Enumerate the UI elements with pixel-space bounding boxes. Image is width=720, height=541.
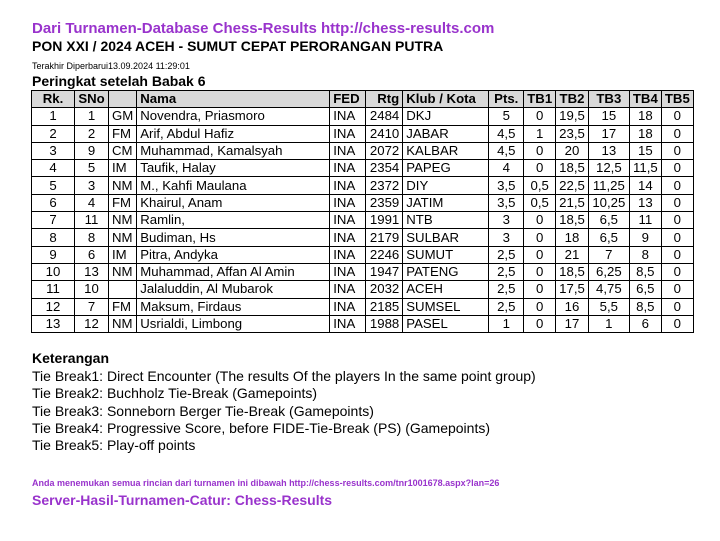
- tiebreak-note: Tie Break4: Progressive Score, before FIDE-Tie-Break (PS) (Gamepoints): [32, 419, 491, 436]
- cell-sno: 6: [75, 246, 109, 263]
- cell-points: 2,5: [489, 246, 524, 263]
- cell-title: NM: [109, 212, 137, 229]
- server-link[interactable]: Server-Hasil-Turnamen-Catur: Chess-Results: [32, 492, 333, 508]
- cell-name[interactable]: Pitra, Andyka: [137, 246, 330, 263]
- cell-tb3: 6,25: [588, 263, 629, 280]
- cell-fed: INA: [330, 263, 366, 280]
- cell-tb4: 8,5: [629, 263, 661, 280]
- tiebreak-note: Tie Break5: Play-off points: [32, 437, 196, 454]
- cell-club: JATIM: [403, 194, 489, 211]
- tournament-title: PON XXI / 2024 ACEH - SUMUT CEPAT PERORANGAN PUTRA: [32, 38, 444, 54]
- cell-tb1: 0,5: [524, 177, 556, 194]
- table-row: [32, 125, 694, 142]
- cell-rank: 3: [32, 142, 75, 159]
- cell-club: PASEL: [403, 315, 489, 332]
- cell-tb5: 0: [661, 212, 693, 229]
- table-row: [32, 229, 694, 246]
- cell-tb4: 6: [629, 315, 661, 332]
- col-club: Klub / Kota: [403, 91, 489, 108]
- cell-title: FM: [109, 298, 137, 315]
- cell-points: 3,5: [489, 194, 524, 211]
- cell-rating: 2359: [366, 194, 403, 211]
- cell-tb2: 21: [556, 246, 589, 263]
- cell-rating: 2372: [366, 177, 403, 194]
- cell-tb1: 0: [524, 142, 556, 159]
- cell-name[interactable]: Muhammad, Affan Al Amin: [137, 263, 330, 280]
- cell-rank: 9: [32, 246, 75, 263]
- cell-rating: 2072: [366, 142, 403, 159]
- cell-club: PAPEG: [403, 160, 489, 177]
- cell-tb5: 0: [661, 194, 693, 211]
- cell-title: NM: [109, 315, 137, 332]
- cell-title: FM: [109, 125, 137, 142]
- cell-points: 4,5: [489, 125, 524, 142]
- table-row: [32, 263, 694, 280]
- cell-fed: INA: [330, 142, 366, 159]
- cell-tb4: 11: [629, 212, 661, 229]
- cell-tb4: 15: [629, 142, 661, 159]
- details-link[interactable]: Anda menemukan semua rincian dari turnamen ini dibawah http://chess-results.com/tnr1001678.aspx?lan=26: [32, 478, 500, 488]
- cell-club: SUMUT: [403, 246, 489, 263]
- cell-sno: 2: [75, 125, 109, 142]
- cell-tb1: 0: [524, 246, 556, 263]
- cell-rating: 2032: [366, 281, 403, 298]
- standings-table: [31, 90, 694, 333]
- cell-sno: 13: [75, 263, 109, 280]
- cell-name[interactable]: Usrialdi, Limbong: [137, 315, 330, 332]
- cell-club: DKJ: [403, 108, 489, 125]
- cell-tb3: 11,25: [588, 177, 629, 194]
- col-fed: FED: [330, 91, 366, 108]
- cell-rating: 1947: [366, 263, 403, 280]
- cell-rating: 1991: [366, 212, 403, 229]
- cell-tb1: 0: [524, 315, 556, 332]
- source-link[interactable]: Dari Turnamen-Database Chess-Results http://chess-results.com: [32, 20, 495, 37]
- table-row: [32, 177, 694, 194]
- cell-points: 4: [489, 160, 524, 177]
- cell-tb5: 0: [661, 160, 693, 177]
- cell-sno: 7: [75, 298, 109, 315]
- cell-rank: 1: [32, 108, 75, 125]
- table-row: [32, 142, 694, 159]
- tiebreak-note: Tie Break3: Sonneborn Berger Tie-Break (Gamepoints): [32, 402, 374, 419]
- cell-rank: 4: [32, 160, 75, 177]
- cell-name[interactable]: Budiman, Hs: [137, 229, 330, 246]
- cell-title: NM: [109, 263, 137, 280]
- cell-tb2: 18,5: [556, 212, 589, 229]
- last-updated: Terakhir Diperbarui13.09.2024 11:29:01: [32, 61, 190, 71]
- cell-title: CM: [109, 142, 137, 159]
- cell-sno: 1: [75, 108, 109, 125]
- table-row: [32, 315, 694, 332]
- cell-tb5: 0: [661, 142, 693, 159]
- cell-points: 3,5: [489, 177, 524, 194]
- cell-sno: 4: [75, 194, 109, 211]
- cell-tb2: 20: [556, 142, 589, 159]
- cell-rank: 7: [32, 212, 75, 229]
- cell-tb3: 6,5: [588, 212, 629, 229]
- tiebreak-note: Tie Break1: Direct Encounter (The results Of the players In the same point group): [32, 368, 536, 384]
- cell-sno: 9: [75, 142, 109, 159]
- table-row: [32, 212, 694, 229]
- cell-tb1: 1: [524, 125, 556, 142]
- cell-rank: 2: [32, 125, 75, 142]
- cell-tb3: 4,75: [588, 281, 629, 298]
- cell-club: DIY: [403, 177, 489, 194]
- cell-name[interactable]: Arif, Abdul Hafiz: [137, 125, 330, 142]
- cell-fed: INA: [330, 315, 366, 332]
- cell-tb3: 17: [588, 125, 629, 142]
- cell-rating: 2484: [366, 108, 403, 125]
- table-row: [32, 281, 694, 298]
- cell-points: 3: [489, 212, 524, 229]
- cell-fed: INA: [330, 281, 366, 298]
- cell-rating: 2179: [366, 229, 403, 246]
- cell-points: 2,5: [489, 298, 524, 315]
- cell-club: SUMSEL: [403, 298, 489, 315]
- cell-rank: 8: [32, 229, 75, 246]
- cell-rating: 1988: [366, 315, 403, 332]
- cell-tb2: 19,5: [556, 108, 589, 125]
- cell-tb2: 23,5: [556, 125, 589, 142]
- table-row: [32, 298, 694, 315]
- cell-rank: 13: [32, 315, 75, 332]
- col-title: [109, 91, 137, 108]
- cell-tb2: 18,5: [556, 160, 589, 177]
- cell-title: GM: [109, 108, 137, 125]
- cell-tb3: 7: [588, 246, 629, 263]
- tiebreak-notes: [32, 350, 536, 454]
- cell-tb3: 5,5: [588, 298, 629, 315]
- cell-rank: 11: [32, 281, 75, 298]
- cell-title: FM: [109, 194, 137, 211]
- col-tb5: TB5: [661, 91, 693, 108]
- cell-sno: 10: [75, 281, 109, 298]
- col-name: Nama: [137, 91, 330, 108]
- cell-rating: 2410: [366, 125, 403, 142]
- table-header-row: [32, 91, 694, 108]
- cell-tb3: 12,5: [588, 160, 629, 177]
- cell-tb2: 22,5: [556, 177, 589, 194]
- cell-tb1: 0: [524, 229, 556, 246]
- cell-tb4: 11,5: [629, 160, 661, 177]
- cell-tb4: 18: [629, 125, 661, 142]
- notes-title: Keterangan: [32, 350, 110, 366]
- cell-title: NM: [109, 177, 137, 194]
- cell-rank: 12: [32, 298, 75, 315]
- cell-fed: INA: [330, 125, 366, 142]
- cell-rank: 6: [32, 194, 75, 211]
- tiebreak-note: Tie Break2: Buchholz Tie-Break (Gamepoints): [32, 385, 318, 402]
- cell-tb2: 17: [556, 315, 589, 332]
- cell-tb3: 1: [588, 315, 629, 332]
- cell-tb5: 0: [661, 281, 693, 298]
- cell-tb1: 0: [524, 281, 556, 298]
- cell-fed: INA: [330, 108, 366, 125]
- standings-subtitle: Peringkat setelah Babak 6: [32, 73, 206, 89]
- cell-tb4: 8,5: [629, 298, 661, 315]
- cell-tb2: 17,5: [556, 281, 589, 298]
- cell-points: 2,5: [489, 281, 524, 298]
- cell-tb3: 6,5: [588, 229, 629, 246]
- cell-name[interactable]: Ramlin,: [137, 212, 330, 229]
- cell-points: 4,5: [489, 142, 524, 159]
- cell-title: IM: [109, 246, 137, 263]
- cell-tb5: 0: [661, 298, 693, 315]
- cell-tb5: 0: [661, 229, 693, 246]
- cell-points: 3: [489, 229, 524, 246]
- cell-name[interactable]: Khairul, Anam: [137, 194, 330, 211]
- cell-name[interactable]: Maksum, Firdaus: [137, 298, 330, 315]
- col-sno: SNo: [75, 91, 109, 108]
- cell-tb2: 16: [556, 298, 589, 315]
- col-points: Pts.: [489, 91, 524, 108]
- cell-tb1: 0: [524, 263, 556, 280]
- cell-name[interactable]: Muhammad, Kamalsyah: [137, 142, 330, 159]
- cell-rank: 10: [32, 263, 75, 280]
- cell-fed: INA: [330, 229, 366, 246]
- cell-club: PATENG: [403, 263, 489, 280]
- cell-tb4: 6,5: [629, 281, 661, 298]
- cell-tb4: 13: [629, 194, 661, 211]
- cell-rating: 2246: [366, 246, 403, 263]
- cell-tb1: 0: [524, 212, 556, 229]
- cell-points: 1: [489, 315, 524, 332]
- col-rank: Rk.: [32, 91, 75, 108]
- cell-tb2: 18: [556, 229, 589, 246]
- cell-points: 5: [489, 108, 524, 125]
- cell-tb4: 14: [629, 177, 661, 194]
- col-rating: Rtg: [366, 91, 403, 108]
- cell-fed: INA: [330, 194, 366, 211]
- cell-tb4: 8: [629, 246, 661, 263]
- cell-club: ACEH: [403, 281, 489, 298]
- cell-tb3: 15: [588, 108, 629, 125]
- cell-name[interactable]: Taufik, Halay: [137, 160, 330, 177]
- cell-title: [109, 281, 137, 298]
- cell-tb4: 18: [629, 108, 661, 125]
- cell-club: JABAR: [403, 125, 489, 142]
- cell-tb5: 0: [661, 177, 693, 194]
- cell-tb4: 9: [629, 229, 661, 246]
- cell-tb2: 18,5: [556, 263, 589, 280]
- cell-club: KALBAR: [403, 142, 489, 159]
- cell-sno: 5: [75, 160, 109, 177]
- cell-sno: 11: [75, 212, 109, 229]
- cell-sno: 8: [75, 229, 109, 246]
- cell-tb1: 0: [524, 298, 556, 315]
- cell-fed: INA: [330, 212, 366, 229]
- cell-title: NM: [109, 229, 137, 246]
- cell-rating: 2354: [366, 160, 403, 177]
- cell-tb5: 0: [661, 108, 693, 125]
- cell-sno: 3: [75, 177, 109, 194]
- cell-tb5: 0: [661, 246, 693, 263]
- table-row: [32, 108, 694, 125]
- cell-tb1: 0: [524, 160, 556, 177]
- cell-rating: 2185: [366, 298, 403, 315]
- cell-tb5: 0: [661, 125, 693, 142]
- cell-title: IM: [109, 160, 137, 177]
- cell-fed: INA: [330, 246, 366, 263]
- cell-tb5: 0: [661, 315, 693, 332]
- col-tb3: TB3: [588, 91, 629, 108]
- cell-club: SULBAR: [403, 229, 489, 246]
- col-tb2: TB2: [556, 91, 589, 108]
- cell-tb3: 10,25: [588, 194, 629, 211]
- cell-sno: 12: [75, 315, 109, 332]
- cell-tb5: 0: [661, 263, 693, 280]
- table-row: [32, 246, 694, 263]
- cell-fed: INA: [330, 160, 366, 177]
- cell-points: 2,5: [489, 263, 524, 280]
- cell-tb3: 13: [588, 142, 629, 159]
- cell-name[interactable]: Jalaluddin, Al Mubarok: [137, 281, 330, 298]
- cell-name[interactable]: Novendra, Priasmoro: [137, 108, 330, 125]
- cell-club: NTB: [403, 212, 489, 229]
- cell-fed: INA: [330, 298, 366, 315]
- cell-tb2: 21,5: [556, 194, 589, 211]
- col-tb4: TB4: [629, 91, 661, 108]
- table-row: [32, 160, 694, 177]
- col-tb1: TB1: [524, 91, 556, 108]
- cell-rank: 5: [32, 177, 75, 194]
- cell-tb1: 0: [524, 108, 556, 125]
- cell-tb1: 0,5: [524, 194, 556, 211]
- cell-fed: INA: [330, 177, 366, 194]
- cell-name[interactable]: M., Kahfi Maulana: [137, 177, 330, 194]
- table-row: [32, 194, 694, 211]
